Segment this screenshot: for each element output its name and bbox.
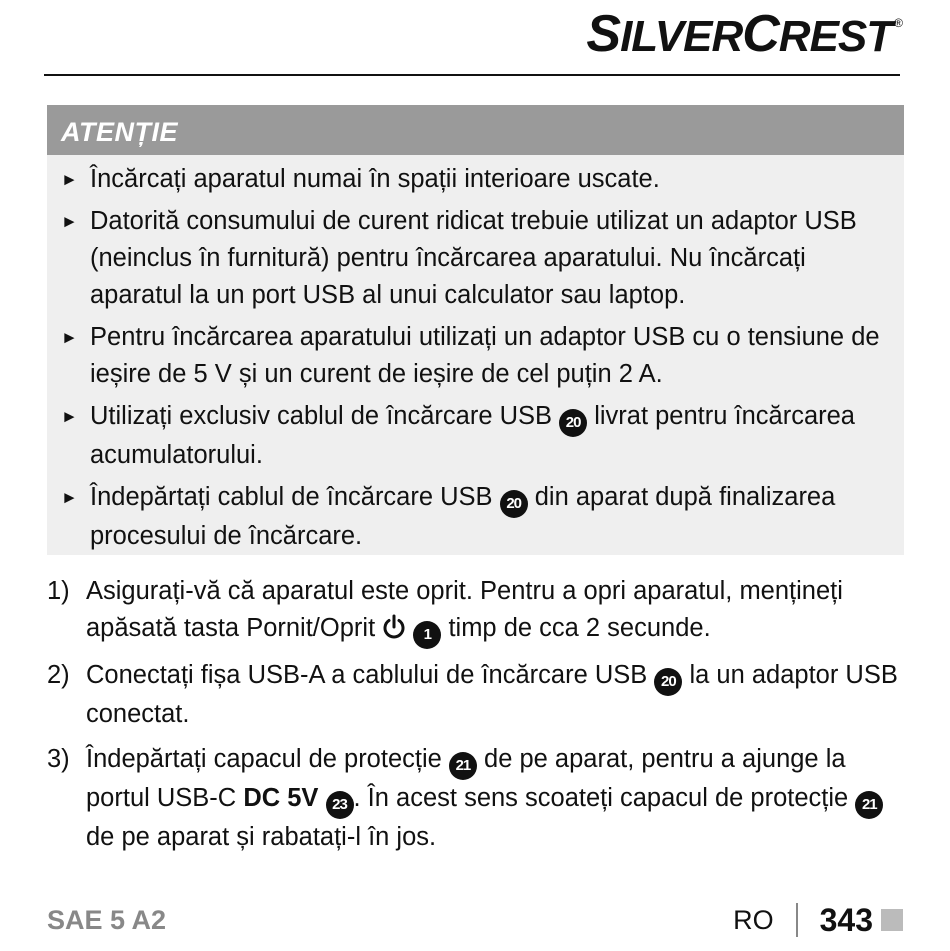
registered-mark: ® <box>894 16 902 30</box>
warning-item: ► Încărcați aparatul numai în spații interioare uscate. <box>47 161 904 198</box>
warning-box <box>47 105 904 555</box>
ref-badge: 20 <box>500 490 528 518</box>
power-icon <box>382 614 406 640</box>
triangle-right-icon: ► <box>61 488 78 507</box>
divider <box>796 903 798 937</box>
step-number: 2) <box>47 661 70 689</box>
step-number: 3) <box>47 745 70 773</box>
triangle-right-icon: ► <box>61 407 78 426</box>
warning-item: ► Utilizați exclusiv cablul de încărcare USB 20 livrat pentru încărcarea acumulatorului. <box>47 398 904 474</box>
ref-badge: 21 <box>449 752 477 780</box>
ref-badge: 20 <box>654 668 682 696</box>
triangle-right-icon: ► <box>61 212 78 231</box>
step-item: 1) Asigurați-vă că aparatul este oprit. Pentru a opri aparatul, mențineți apăsată tasta Pornit/Oprit 1 timp de cca 2 secunde. <box>47 573 907 649</box>
ref-badge: 1 <box>413 621 441 649</box>
brand-logo: SILVERCREST ® <box>586 5 902 63</box>
ref-badge: 23 <box>326 791 354 819</box>
page-number: 343 <box>819 901 873 938</box>
step-number: 1) <box>47 577 70 605</box>
steps-list <box>47 573 907 864</box>
port-label: DC 5V <box>243 784 319 812</box>
warning-list <box>47 155 904 555</box>
triangle-right-icon: ► <box>61 328 78 347</box>
model-number: SAE 5 A2 <box>47 905 167 935</box>
step-item: 2) Conectați fișa USB-A a cablului de încărcare USB 20 la un adaptor USB conectat. <box>47 657 907 733</box>
warning-item: ► Îndepărtați cablul de încărcare USB 20 din aparat după finalizarea procesului de încărcare. <box>47 479 904 555</box>
warning-item: ► Pentru încărcarea aparatului utilizați un adaptor USB cu o tensiune de ieșire de 5 V și un curent de ieșire de cel puțin 2 A. <box>47 319 904 393</box>
triangle-right-icon: ► <box>61 170 78 189</box>
ref-badge: 21 <box>855 791 883 819</box>
header-rule <box>44 74 900 76</box>
step-item: 3) Îndepărtați capacul de protecție 21 de pe aparat, pentru a ajunge la portul USB-C DC 5V 23 . În acest sens scoateți capacul de protecție 21 de pe aparat și rabatați-l în jos. <box>47 741 907 856</box>
warning-item: ► Datorită consumului de curent ridicat trebuie utilizat un adaptor USB (neinclus în furnitură) pentru încărcarea aparatului. Nu încărcați aparatul la un port USB al unui calculator sau laptop. <box>47 203 904 314</box>
page-marker <box>881 909 903 931</box>
ref-badge: 20 <box>559 409 587 437</box>
warning-title: ATENȚIE <box>47 105 904 155</box>
footer-page-info <box>733 900 903 940</box>
language-code: RO <box>733 904 774 935</box>
